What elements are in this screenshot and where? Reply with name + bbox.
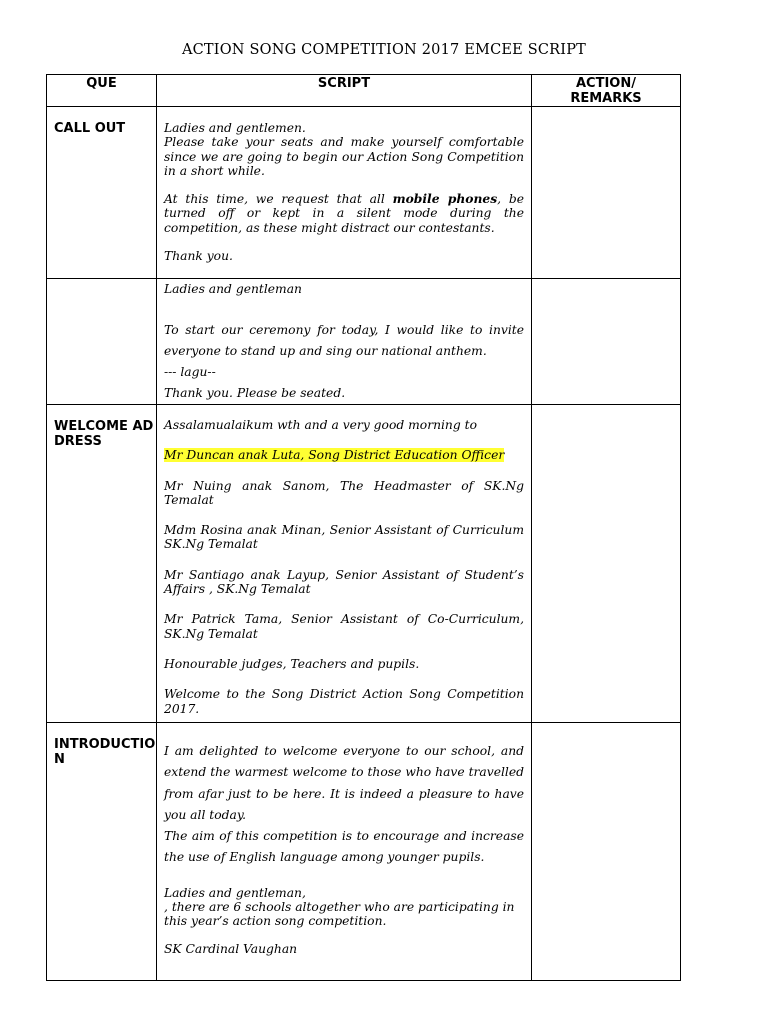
que-cell: CALL OUT	[47, 107, 157, 279]
script-cell	[157, 405, 532, 723]
document-title: ACTION SONG COMPETITION 2017 EMCEE SCRIPT	[181, 42, 587, 58]
header-que: QUE	[47, 75, 157, 107]
script-paragraph: Thank you.	[164, 249, 233, 264]
script-line: Thank you. Please be seated.	[164, 386, 346, 400]
bold-text: mobile phones	[392, 191, 498, 207]
script-paragraph: , there are 6 schools altogether who are participating in this year’s action song competition.	[164, 900, 515, 929]
header-action-line1: ACTION/	[576, 76, 636, 91]
que-cell	[47, 279, 157, 405]
emcee-script-table	[46, 74, 681, 981]
script-cell	[157, 107, 532, 279]
script-paragraph: SK Cardinal Vaughan	[164, 941, 298, 956]
script-line: Ladies and gentleman,	[164, 885, 306, 900]
script-paragraph	[164, 448, 524, 462]
script-cell	[157, 279, 532, 405]
action-cell	[532, 405, 681, 723]
table-row-welcome-address	[47, 405, 681, 723]
script-line: --- lagu--	[164, 365, 216, 379]
script-paragraph: Mr Nuing anak Sanom, The Headmaster of SK.Ng Temalat	[164, 478, 524, 507]
script-paragraph: Please take your seats and make yourself comfortable since we are going to begin our Action Song Competition in a short while.	[164, 135, 524, 178]
script-paragraph: Honourable judges, Teachers and pupils.	[164, 656, 420, 671]
que-cell: WELCOME ADDRESS	[47, 405, 157, 723]
script-paragraph: Assalamualaikum wth and a very good morning to	[164, 418, 477, 432]
action-cell	[532, 723, 681, 981]
script-paragraph: Mdm Rosina anak Minan, Senior Assistant of Curriculum SK.Ng Temalat	[164, 523, 524, 552]
script-line: Ladies and gentlemen.	[164, 121, 306, 135]
table-header-row	[47, 75, 681, 107]
header-script: SCRIPT	[157, 75, 532, 107]
script-paragraph: Mr Santiago anak Layup, Senior Assistant of Student’s Affairs , SK.Ng Temalat	[164, 567, 524, 597]
script-paragraph: Mr Patrick Tama, Senior Assistant of Co-Curriculum, SK.Ng Temalat	[164, 612, 524, 641]
script-cell	[157, 723, 532, 981]
header-action-line2: REMARKS	[570, 91, 642, 106]
script-paragraph: Welcome to the Song District Action Song Competition 2017.	[164, 687, 524, 716]
table-row-introduction	[47, 723, 681, 981]
que-cell: INTRODUCTION	[47, 723, 157, 981]
script-line: Ladies and gentleman	[164, 282, 302, 296]
script-paragraph: At this time, we request that all mobile phones, be turned off or kept in a silent mode during the competition, as these might distract our contestants.	[164, 191, 525, 235]
script-paragraph: The aim of this competition is to encourage and increase the use of English language among younger pupils.	[164, 829, 524, 865]
action-cell	[532, 107, 681, 279]
highlighted-text: Mr Duncan anak Luta, Song District Education Officer	[164, 448, 505, 463]
script-paragraph: To start our ceremony for today, I would like to invite everyone to stand up and sing our national anthem.	[164, 323, 524, 358]
table-row-anthem	[47, 279, 681, 405]
action-cell	[532, 279, 681, 405]
header-action-remarks	[532, 75, 681, 107]
table-row-call-out	[47, 107, 681, 279]
script-paragraph: I am delighted to welcome everyone to our school, and extend the warmest welcome to those who have travelled from afar just to be here. It is indeed a pleasure to have you all today.	[164, 744, 524, 822]
